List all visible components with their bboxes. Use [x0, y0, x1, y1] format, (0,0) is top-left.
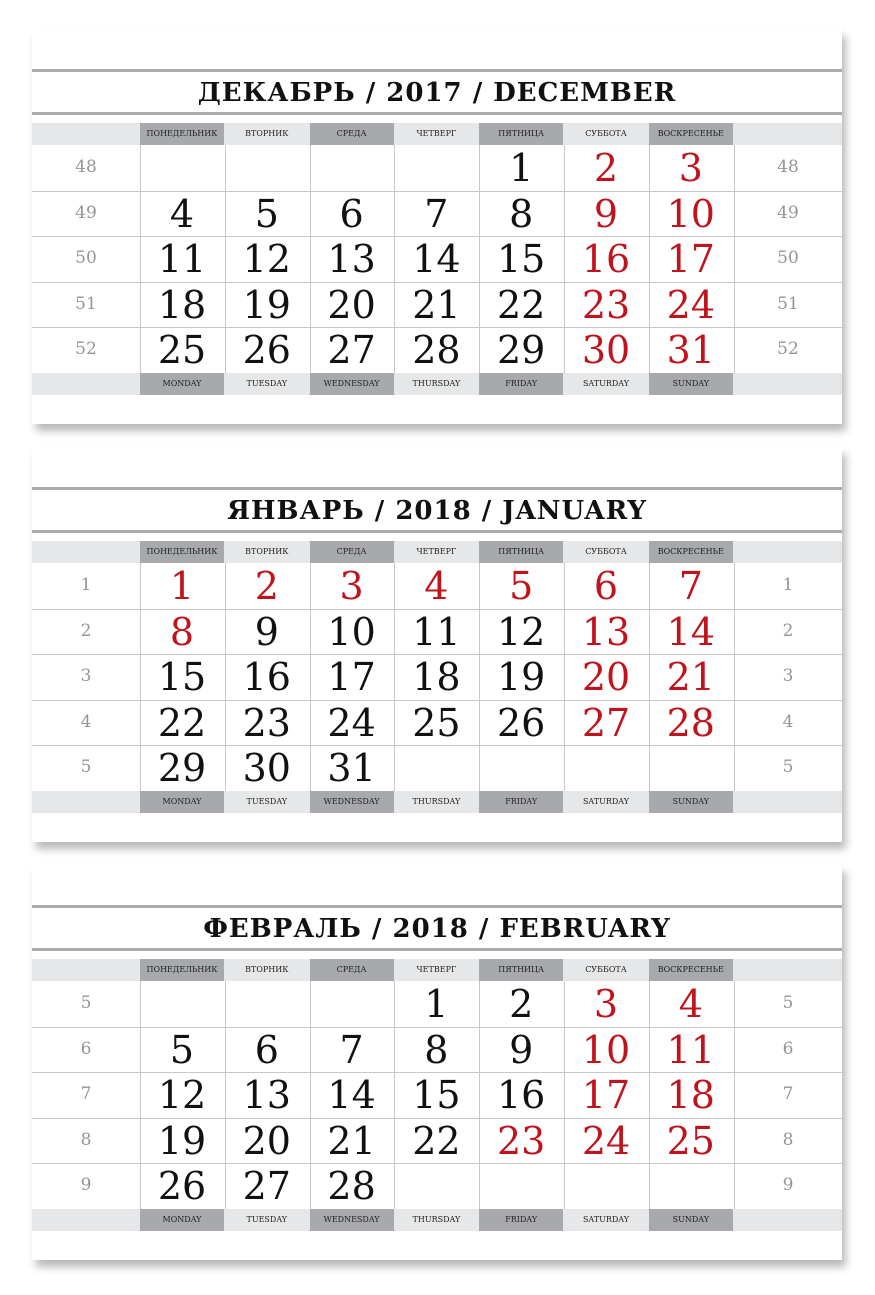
- weekday-label-ru: СРЕДА: [310, 123, 394, 145]
- day-cell: 7: [339, 1027, 364, 1072]
- weekday-label-ru: ПОНЕДЕЛЬНИК: [140, 959, 224, 981]
- day-cell: 29: [497, 328, 546, 372]
- weekday-label-en: MONDAY: [140, 1209, 224, 1231]
- day-cell: 9: [254, 609, 279, 654]
- day-cell: 3: [678, 146, 703, 190]
- week-number: 5: [80, 757, 92, 777]
- day-cell: 20: [581, 655, 631, 699]
- day-cell: 17: [666, 237, 715, 281]
- day-cell: 25: [157, 328, 207, 372]
- weekday-label-en: TUESDAY: [246, 1215, 288, 1224]
- weekday-header-ru: [32, 959, 842, 981]
- weekday-label-en: THURSDAY: [412, 379, 461, 388]
- weekday-label-en: SUNDAY: [649, 791, 733, 813]
- weekday-label-ru: ЧЕТВЕРГ: [416, 965, 457, 974]
- day-cell: 22: [157, 700, 207, 745]
- month-title: ЯНВАРЬ / 2018 / JANUARY: [227, 496, 647, 526]
- day-cell: 5: [509, 564, 534, 608]
- day-cell: 12: [157, 1073, 207, 1117]
- day-cell: 2: [593, 146, 619, 190]
- day-cell: 18: [157, 282, 207, 327]
- week-number: 7: [80, 1084, 92, 1104]
- day-cell: 15: [412, 1073, 461, 1117]
- weekday-label-ru: ВОСКРЕСЕНЬЕ: [649, 123, 733, 145]
- day-cell: 19: [242, 282, 291, 327]
- day-cell: 8: [509, 191, 534, 236]
- month-panel: [32, 865, 842, 1260]
- weekday-label-en: SATURDAY: [582, 797, 630, 806]
- day-cell: 25: [666, 1118, 715, 1163]
- weekday-label-ru: ПОНЕДЕЛЬНИК: [140, 123, 224, 145]
- week-number: 49: [777, 202, 799, 223]
- month-title-band: [32, 905, 842, 951]
- week-number: 3: [80, 666, 92, 686]
- week-number: 4: [782, 711, 794, 732]
- day-cell: 31: [666, 328, 715, 372]
- weekday-label-en: SATURDAY: [582, 1215, 630, 1224]
- day-cell: 20: [242, 1118, 291, 1163]
- week-number: 50: [75, 248, 97, 268]
- weekday-label-ru: СРЕДА: [310, 959, 394, 981]
- day-cell: 23: [242, 700, 291, 745]
- day-cell: 16: [242, 655, 291, 699]
- month-title-band: [32, 487, 842, 533]
- week-number: 51: [777, 293, 799, 314]
- weekday-label-ru: ПЯТНИЦА: [479, 959, 563, 981]
- day-cell: 11: [666, 1027, 715, 1072]
- week-number: 49: [75, 202, 97, 223]
- week-number: 6: [782, 1038, 794, 1059]
- day-cell: 19: [497, 655, 546, 699]
- week-number: 5: [782, 993, 794, 1013]
- weekday-label-en: THURSDAY: [412, 797, 461, 806]
- day-cell: 4: [169, 191, 195, 236]
- weekday-label-ru: СУББОТА: [585, 129, 627, 138]
- weekday-label-ru: ВТОРНИК: [245, 965, 289, 974]
- day-cell: 5: [254, 191, 279, 236]
- week-number: 52: [75, 339, 97, 359]
- day-cell: 28: [666, 700, 715, 745]
- weekday-label-ru: ВОСКРЕСЕНЬЕ: [649, 541, 733, 563]
- month-panel: [32, 447, 842, 842]
- weekday-label-ru: СУББОТА: [585, 965, 627, 974]
- weekday-label-ru: ЧЕТВЕРГ: [416, 129, 457, 138]
- week-number: 9: [782, 1175, 794, 1195]
- day-cell: 22: [497, 282, 546, 327]
- week-number: 7: [782, 1084, 794, 1104]
- weekday-label-en: THURSDAY: [412, 1215, 461, 1224]
- day-cell: 14: [327, 1073, 376, 1117]
- day-cell: 1: [424, 982, 449, 1026]
- day-cell: 9: [593, 191, 619, 236]
- week-number: 1: [782, 575, 794, 595]
- week-number: 6: [80, 1038, 92, 1059]
- week-number: 2: [80, 620, 92, 641]
- day-cell: 15: [497, 237, 546, 281]
- day-cell: 17: [581, 1073, 631, 1117]
- day-cell: 18: [412, 655, 461, 699]
- week-number: 2: [782, 620, 794, 641]
- day-cell: 4: [424, 564, 449, 608]
- week-number: 4: [80, 711, 92, 732]
- weekday-header-ru: [32, 123, 842, 145]
- weekday-label-ru: ПОНЕДЕЛЬНИК: [140, 541, 224, 563]
- week-number: 3: [782, 666, 794, 686]
- day-cell: 16: [581, 237, 631, 281]
- weekday-label-en: FRIDAY: [479, 373, 563, 395]
- day-cell: 4: [678, 982, 703, 1026]
- day-cell: 24: [327, 700, 376, 745]
- week-number: 51: [75, 293, 97, 314]
- weekday-label-en: TUESDAY: [246, 379, 288, 388]
- day-cell: 6: [339, 191, 364, 236]
- week-number: 1: [80, 575, 92, 595]
- month-panel: [32, 29, 842, 424]
- day-cell: 26: [157, 1164, 207, 1208]
- day-cell: 28: [412, 328, 461, 372]
- day-cell: 14: [666, 609, 715, 654]
- day-grid: [32, 563, 842, 791]
- day-cell: 31: [327, 746, 376, 790]
- weekday-label-en: FRIDAY: [479, 1209, 563, 1231]
- day-cell: 24: [581, 1118, 631, 1163]
- day-cell: 16: [497, 1073, 546, 1117]
- weekday-label-en: MONDAY: [140, 373, 224, 395]
- week-number: 52: [777, 339, 799, 359]
- day-cell: 11: [412, 609, 461, 654]
- weekday-label-ru: ЧЕТВЕРГ: [416, 547, 457, 556]
- day-cell: 21: [666, 655, 715, 699]
- day-cell: 21: [327, 1118, 376, 1163]
- day-cell: 6: [593, 564, 619, 608]
- day-cell: 6: [254, 1027, 279, 1072]
- day-cell: 27: [581, 700, 631, 745]
- day-cell: 23: [581, 282, 631, 327]
- weekday-label-ru: СУББОТА: [585, 547, 627, 556]
- day-cell: 7: [424, 191, 449, 236]
- day-cell: 23: [497, 1118, 546, 1163]
- weekday-label-en: TUESDAY: [246, 797, 288, 806]
- day-cell: 2: [254, 564, 279, 608]
- day-cell: 10: [581, 1027, 631, 1072]
- day-cell: 13: [581, 609, 631, 654]
- weekday-footer-en: [32, 373, 842, 395]
- weekday-label-en: WEDNESDAY: [310, 1209, 394, 1231]
- day-cell: 1: [509, 146, 534, 190]
- week-number: 50: [777, 248, 799, 268]
- weekday-label-en: FRIDAY: [479, 791, 563, 813]
- day-cell: 14: [412, 237, 461, 281]
- weekday-label-ru: ВОСКРЕСЕНЬЕ: [649, 959, 733, 981]
- weekday-label-en: MONDAY: [140, 791, 224, 813]
- weekday-label-en: SUNDAY: [649, 373, 733, 395]
- day-cell: 24: [666, 282, 715, 327]
- day-cell: 21: [412, 282, 461, 327]
- day-cell: 13: [242, 1073, 291, 1117]
- day-cell: 3: [593, 982, 619, 1026]
- day-cell: 10: [666, 191, 715, 236]
- week-number: 9: [80, 1175, 92, 1195]
- day-cell: 7: [678, 564, 703, 608]
- weekday-label-ru: ВТОРНИК: [245, 129, 289, 138]
- weekday-label-ru: СРЕДА: [310, 541, 394, 563]
- day-cell: 9: [509, 1027, 534, 1072]
- day-cell: 27: [242, 1164, 291, 1208]
- day-cell: 17: [327, 655, 376, 699]
- day-cell: 8: [169, 609, 195, 654]
- day-cell: 28: [327, 1164, 376, 1208]
- day-cell: 15: [157, 655, 207, 699]
- day-cell: 22: [412, 1118, 461, 1163]
- month-title: ДЕКАБРЬ / 2017 / DECEMBER: [197, 78, 677, 108]
- day-cell: 5: [169, 1027, 195, 1072]
- day-cell: 10: [327, 609, 376, 654]
- weekday-header-ru: [32, 541, 842, 563]
- week-number: 48: [75, 157, 97, 177]
- day-cell: 27: [327, 328, 376, 372]
- weekday-footer-en: [32, 1209, 842, 1231]
- weekday-footer-en: [32, 791, 842, 813]
- weekday-label-en: WEDNESDAY: [310, 373, 394, 395]
- day-grid: [32, 145, 842, 373]
- day-cell: 18: [666, 1073, 715, 1117]
- day-cell: 12: [242, 237, 291, 281]
- month-title-band: [32, 69, 842, 115]
- day-cell: 30: [581, 328, 631, 372]
- weekday-label-ru: ПЯТНИЦА: [479, 541, 563, 563]
- day-cell: 20: [327, 282, 376, 327]
- day-cell: 8: [424, 1027, 449, 1072]
- day-cell: 25: [412, 700, 461, 745]
- week-number: 48: [777, 157, 799, 177]
- month-title: ФЕВРАЛЬ / 2018 / FEBRUARY: [203, 914, 671, 944]
- day-cell: 11: [157, 237, 207, 281]
- day-cell: 30: [242, 746, 291, 790]
- weekday-label-en: SATURDAY: [582, 379, 630, 388]
- week-number: 5: [80, 993, 92, 1013]
- day-cell: 19: [157, 1118, 207, 1163]
- day-cell: 26: [497, 700, 546, 745]
- week-number: 5: [782, 757, 794, 777]
- week-number: 8: [80, 1129, 92, 1150]
- day-cell: 29: [157, 746, 207, 790]
- day-cell: 1: [169, 564, 195, 608]
- weekday-label-en: WEDNESDAY: [310, 791, 394, 813]
- weekday-label-ru: ПЯТНИЦА: [479, 123, 563, 145]
- weekday-label-en: SUNDAY: [649, 1209, 733, 1231]
- week-number: 8: [782, 1129, 794, 1150]
- day-cell: 13: [327, 237, 376, 281]
- day-cell: 2: [509, 982, 534, 1026]
- day-cell: 12: [497, 609, 546, 654]
- day-cell: 3: [339, 564, 364, 608]
- day-cell: 26: [242, 328, 291, 372]
- day-grid: [32, 981, 842, 1209]
- weekday-label-ru: ВТОРНИК: [245, 547, 289, 556]
